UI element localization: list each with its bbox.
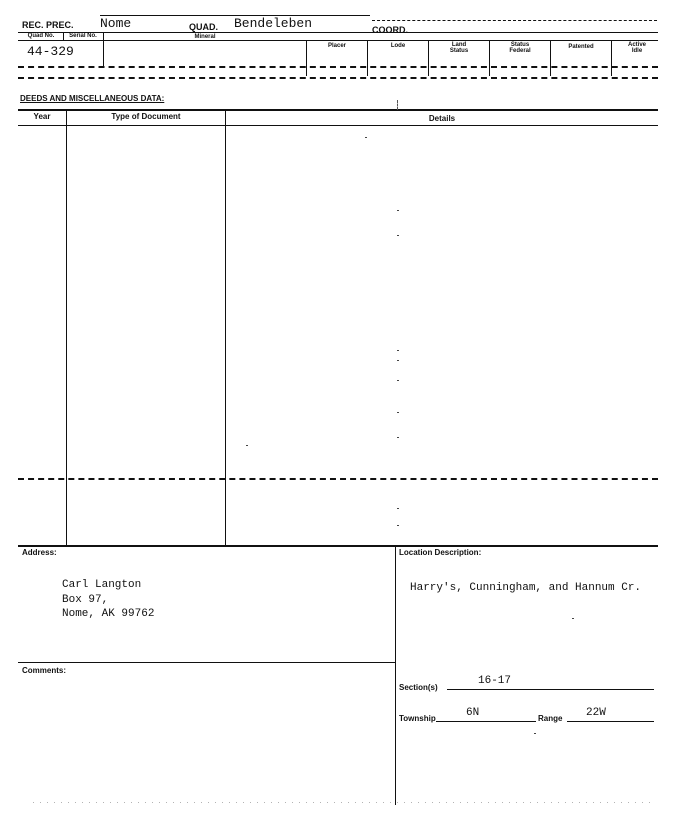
rec-prec-label: REC. PREC. [22,20,74,30]
address-line-2: Box 97, [62,594,109,606]
bottom-center-divider [395,545,396,805]
quad-value: Bendeleben [234,16,313,31]
deeds-section-title: DEEDS AND MISCELLANEOUS DATA: [20,94,165,103]
location-label: Location Description: [399,548,482,557]
serial-no-label: Serial No. [69,33,97,39]
address-line-3: Nome, AK 99762 [62,608,155,620]
speck [397,525,399,526]
bottom-top-rule [18,545,658,547]
rec-prec-value: Nome [100,16,132,31]
speck [397,350,399,351]
speck [365,137,367,138]
header-top-rule [100,15,370,16]
section-line [447,689,654,690]
deeds-header-rule [18,125,658,126]
speck [397,360,399,361]
deeds-top-rule [18,109,658,111]
active-idle-label: Active Idle [627,42,646,54]
header-rule [18,32,658,33]
speck [397,412,399,413]
col-type-label: Type of Document [111,112,181,121]
speck [246,445,248,446]
header-col-rule [103,40,658,41]
speck [397,508,399,509]
header-sub-rule [18,40,103,41]
section-label: Section(s) [399,683,438,692]
header-dashed-rule [18,66,658,68]
deeds-dashed-rule [18,478,658,480]
township-label: Township [399,714,436,723]
quad-serial-value: 44-329 [27,44,74,59]
mineral-label: Mineral [194,34,216,40]
speck [572,618,574,619]
range-value: 22W [586,707,606,719]
range-label: Range [538,714,563,723]
range-line [567,721,654,722]
header-divider [489,40,490,76]
center-guide-mark [397,100,398,110]
comments-rule [18,662,395,663]
scan-noise-strip [30,801,650,804]
header-dashed-rule-2 [18,77,658,79]
township-line [436,721,536,722]
header-top-dashed-rule [372,20,657,21]
quad-label: QUAD. [189,22,218,32]
lode-label: Lode [390,43,406,49]
placer-label: Placer [327,43,346,49]
comments-label: Comments: [22,666,67,675]
address-label: Address: [22,548,57,557]
location-value: Harry's, Cunningham, and Hannum Cr. [410,582,642,594]
patented-label: Patented [568,44,594,50]
status-federal-label: Status Federal [509,42,531,54]
col-year-label: Year [33,112,51,121]
township-value: 6N [466,707,480,719]
land-status-label: Land Status [449,42,469,54]
speck [397,235,399,236]
speck [534,733,536,734]
speck [397,437,399,438]
section-value: 16-17 [478,675,512,687]
header-divider [611,40,612,76]
col-details-label: Details [428,114,456,123]
coord-label: COORD. [372,25,408,35]
speck [397,380,399,381]
speck [397,210,399,211]
quad-no-label: Quad No. [27,33,55,39]
header-divider [428,40,429,76]
address-line-1: Carl Langton [62,579,142,591]
